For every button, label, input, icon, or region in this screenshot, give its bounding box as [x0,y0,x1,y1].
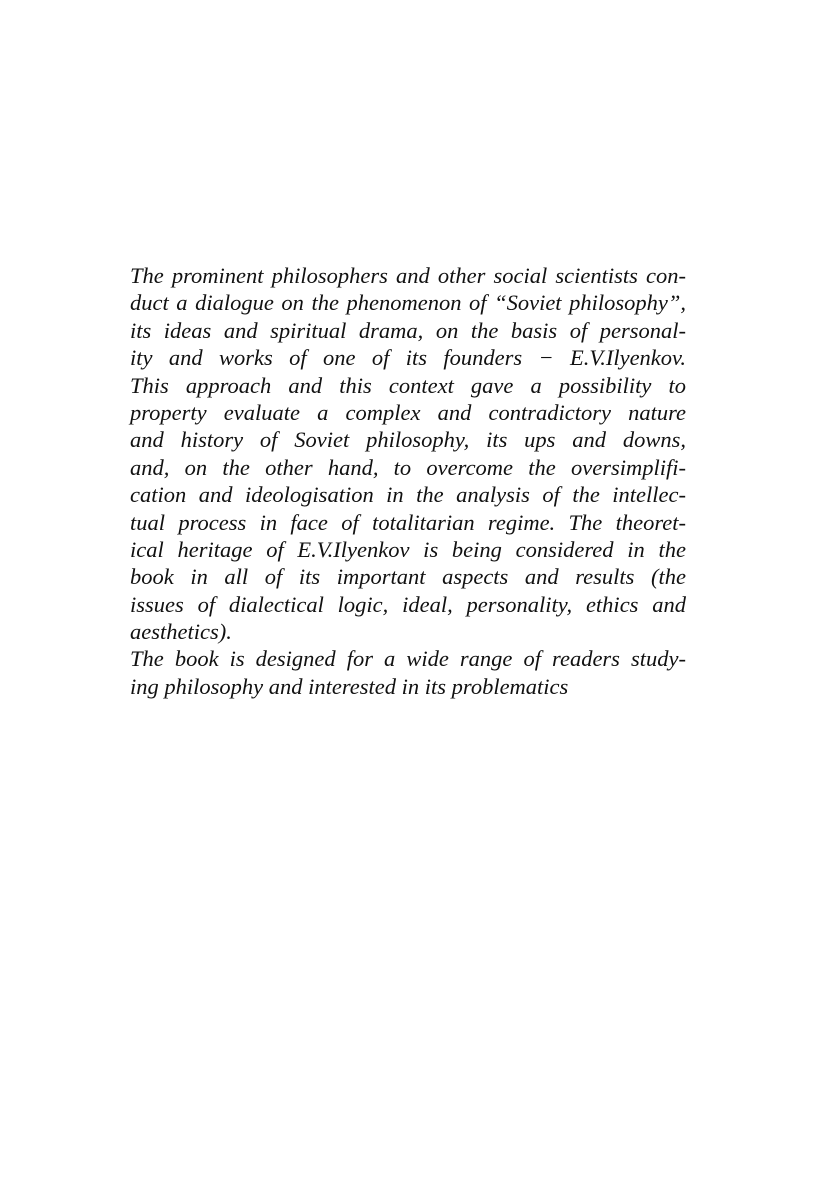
abstract-line-3: its ideas and spiritual drama, on the basis of personal- [130,317,686,343]
abstract-line-15: The book is designed for a wide range of readers study- [130,646,686,672]
abstract-line-16: ing philosophy and interested in its problematics [130,673,569,699]
abstract-line-1: The prominent philosophers and other social scientists con- [130,263,686,288]
abstract-line-9: cation and ideologisation in the analysis of the intellec- [130,482,686,508]
abstract-line-8: and, on the other hand, to overcome the oversimplifi- [130,454,686,480]
abstract-block [130,262,686,700]
abstract-line-4: ity and works of one of its founders − E.V.Ilyenkov. [130,345,686,371]
abstract-line-13: issues of dialectical logic, ideal, personality, ethics and [130,591,686,617]
abstract-line-2: duct a dialogue on the phenomenon of “Soviet philosophy”, [130,290,686,316]
abstract-line-6: property evaluate a complex and contradictory nature [130,399,686,425]
abstract-line-14: aesthetics). [130,619,232,645]
abstract-line-5: This approach and this context gave a possibility to [130,372,686,398]
abstract-line-11: ical heritage of E.V.Ilyenkov is being considered in the [130,536,686,562]
abstract-line-10: tual process in face of totalitarian regime. The theoret- [130,509,686,535]
abstract-line-12: book in all of its important aspects and results (the [130,564,686,590]
abstract-line-7: and history of Soviet philosophy, its ups and downs, [130,427,686,453]
